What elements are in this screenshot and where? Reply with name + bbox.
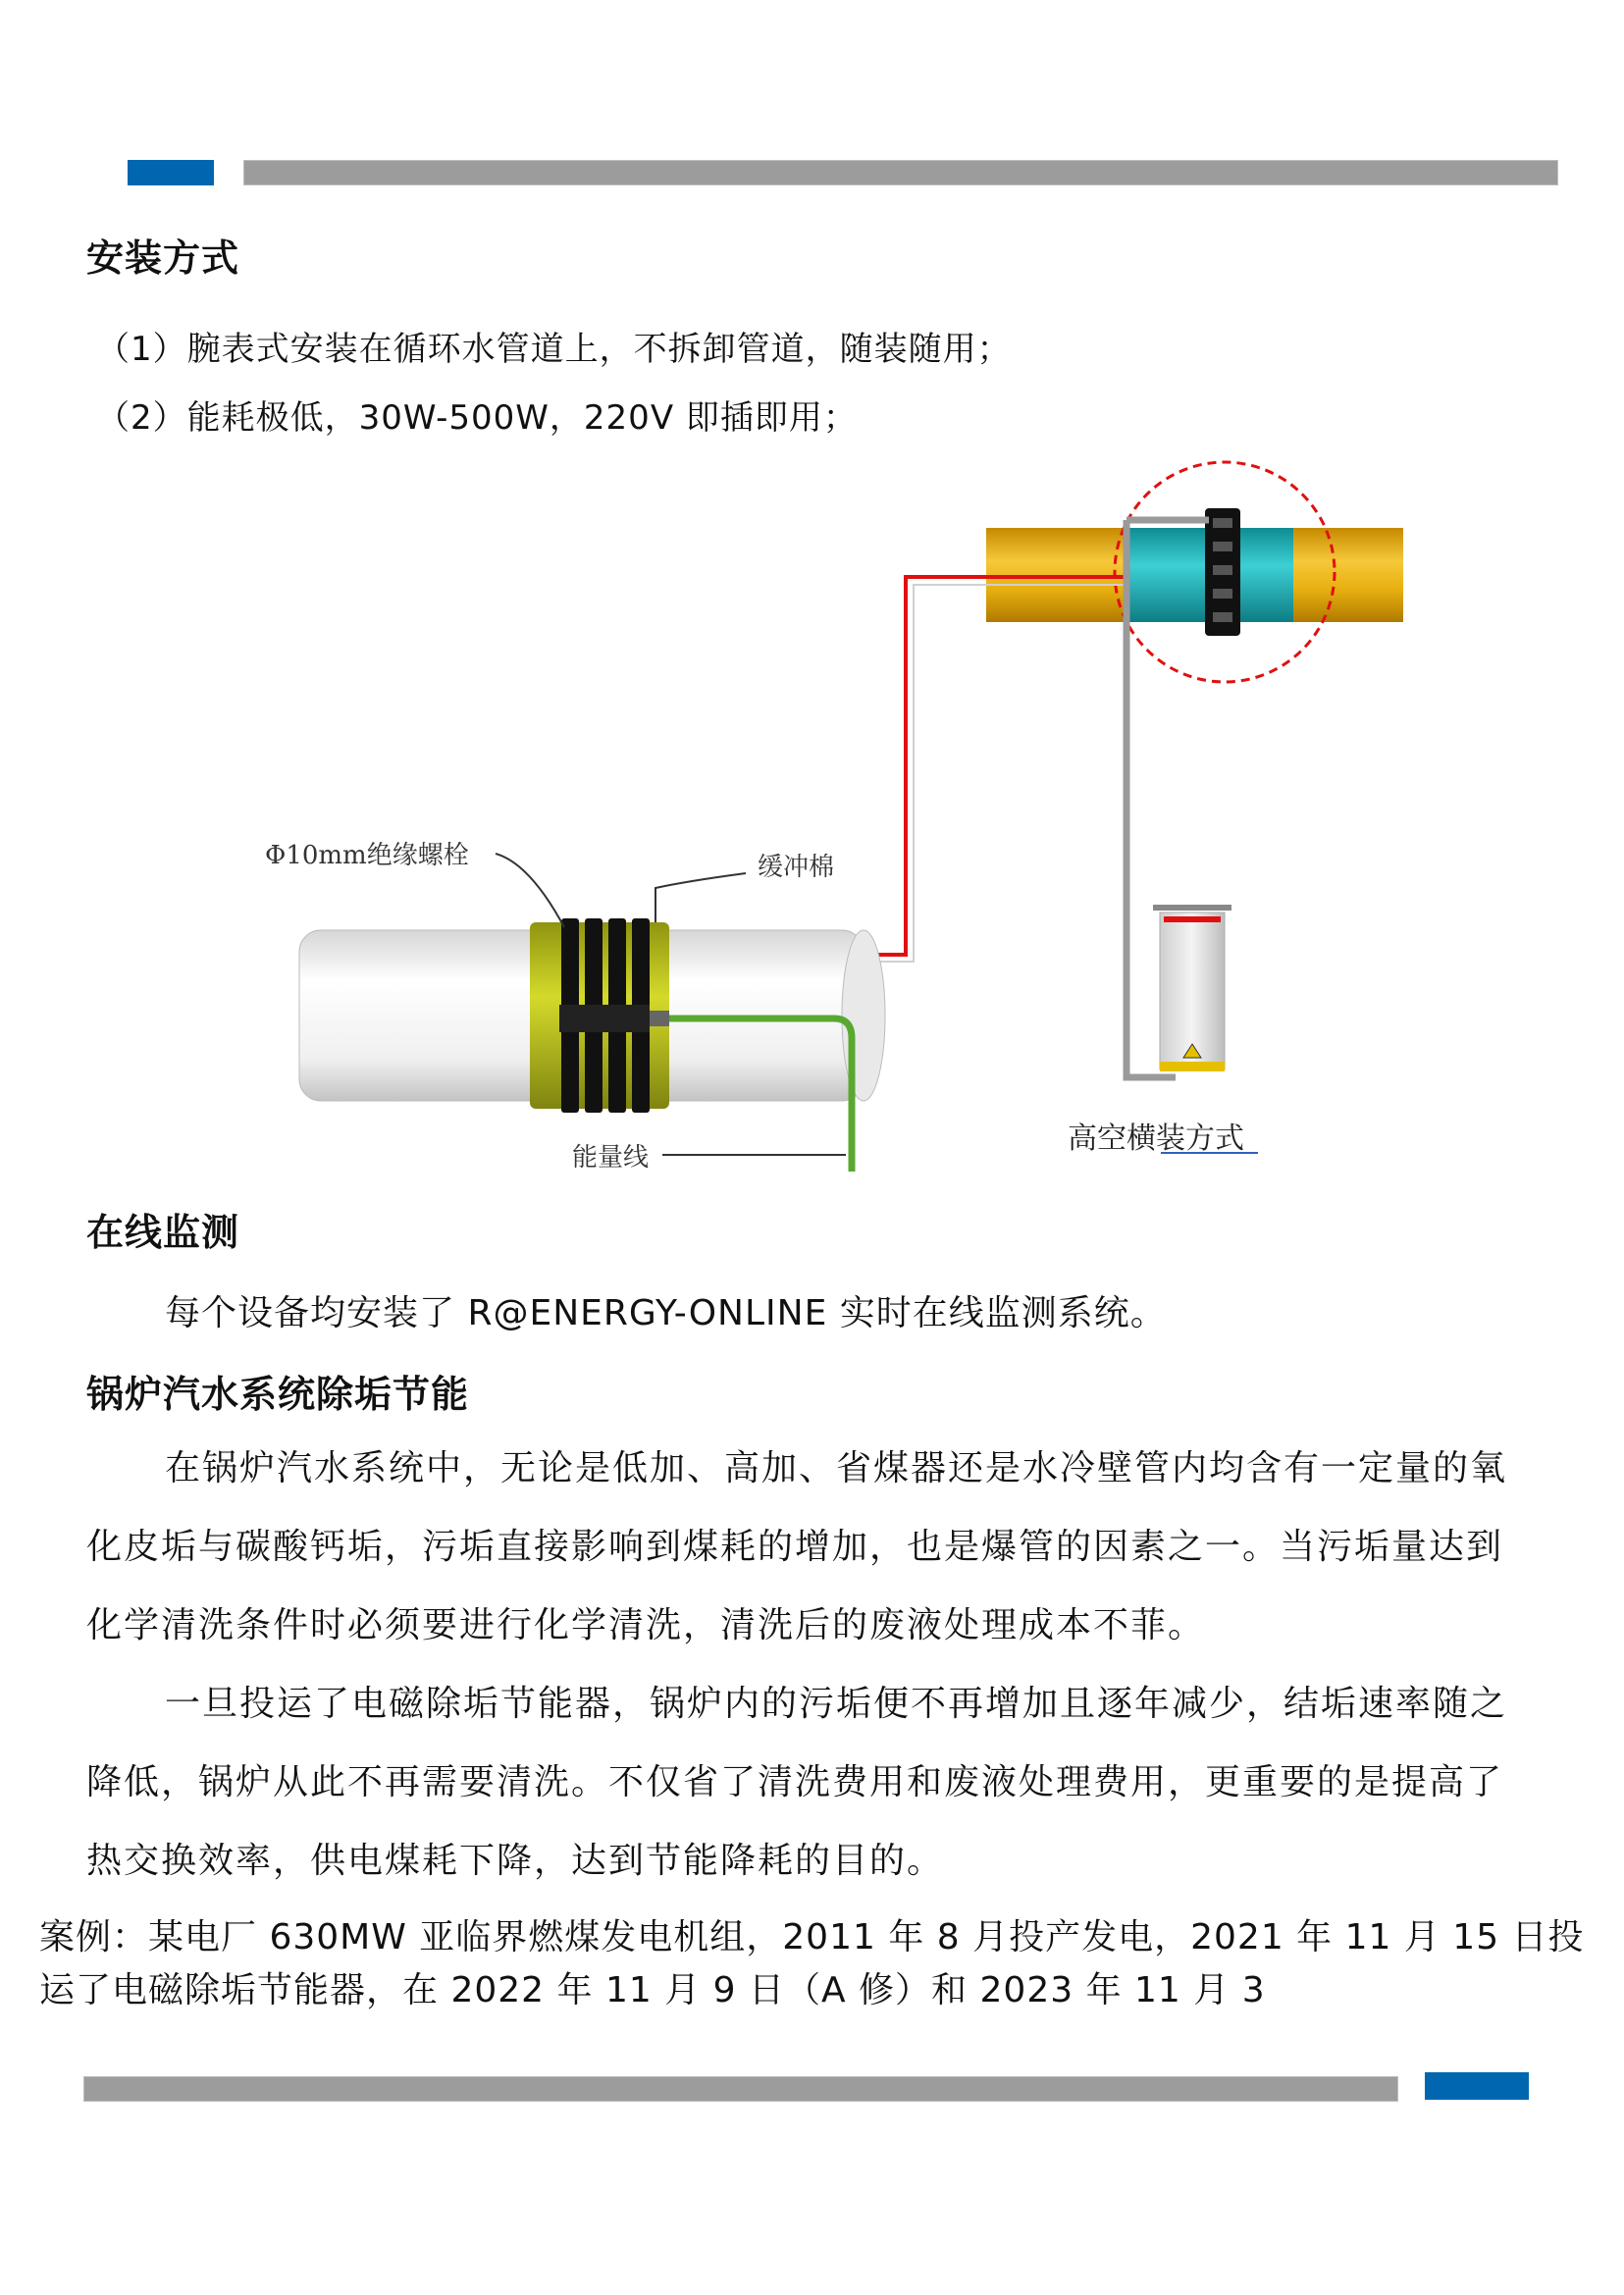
install-item-2: （2）能耗极低，30W-500W，220V 即插即用； bbox=[96, 398, 858, 438]
label-bolt: Φ10mm绝缘螺栓 bbox=[265, 841, 469, 870]
chain-clamp-upper bbox=[1205, 508, 1240, 636]
boiler-para-1: 在锅炉汽水系统中，无论是低加、高加、省煤器还是水冷壁管内均含有一定量的氧化皮垢与碳酸钙垢，污垢直接影响到煤耗的增加，也是爆管的因素之一。当污垢量达到化学清洗条件时必须要进行化学清洗，清洗后的废液处理成本不菲。 bbox=[86, 1448, 1508, 1645]
label-caption: 高空横装方式 bbox=[1068, 1121, 1244, 1156]
boiler-heading: 锅炉汽水系统除垢节能 bbox=[86, 1373, 470, 1416]
lower-pipe-assembly bbox=[299, 918, 885, 1172]
upper-pipe-assembly bbox=[986, 462, 1403, 682]
monitor-text: 每个设备均安装了 R@ENERGY-ONLINE 实时在线监测系统。 bbox=[165, 1293, 1167, 1333]
footer-accent-bar bbox=[1425, 2072, 1529, 2100]
label-buffer: 缓冲棉 bbox=[758, 853, 835, 882]
signal-line bbox=[705, 577, 1126, 969]
install-heading: 安装方式 bbox=[86, 236, 240, 280]
boiler-paragraphs bbox=[86, 1430, 1539, 1901]
install-item-1: （1）腕表式安装在循环水管道上，不拆卸管道，随装随用； bbox=[96, 330, 1012, 369]
boiler-para-2: 一旦投运了电磁除垢节能器，锅炉内的污垢便不再增加且逐年减少，结垢速率随之降低，锅炉从此不再需要清洗。不仅省了清洗费用和废液处理费用，更重要的是提高了热交换效率，供电煤耗下降，达到节能降耗的目的。 bbox=[86, 1684, 1508, 1881]
power-cabinet bbox=[1153, 905, 1231, 1071]
monitor-heading: 在线监测 bbox=[86, 1211, 240, 1254]
case-text: 案例：某电厂 630MW 亚临界燃煤发电机组，2011 年 8 月投产发电，2021 年 11 月 15 日投运了电磁除垢节能器，在 2022 年 11 月 9 日（A 修）和 2023 年 11 月 3 bbox=[39, 1917, 1585, 2010]
footer-gray-bar bbox=[83, 2076, 1398, 2102]
label-energy-line: 能量线 bbox=[572, 1143, 650, 1173]
